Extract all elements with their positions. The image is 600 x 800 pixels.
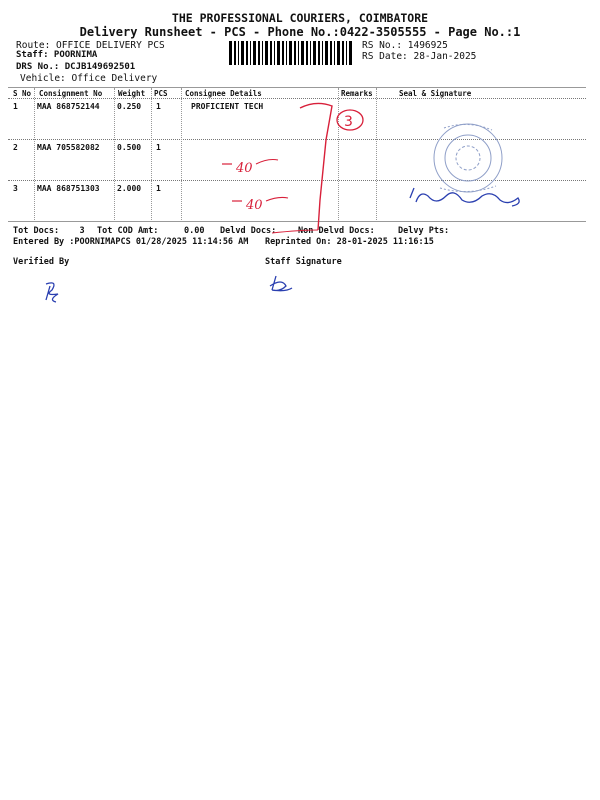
reprinted-on: Reprinted On: 28-01-2025 11:16:15 <box>265 237 434 247</box>
col-header-seal: Seal & Signature <box>399 89 472 98</box>
staff-signature-label: Staff Signature <box>265 257 342 267</box>
col-header-remarks: Remarks <box>341 89 373 98</box>
row-sno: 3 <box>13 184 18 193</box>
row-consignment: MAA 868752144 <box>37 102 100 111</box>
delivered-docs: Delvd Docs: <box>220 226 277 236</box>
col-divider <box>34 88 35 222</box>
row-pcs: 1 <box>156 143 161 152</box>
entered-by: Entered By :POORNIMAPCS 01/28/2025 11:14:56 AM <box>13 237 249 247</box>
col-divider <box>181 88 182 222</box>
col-divider <box>376 88 377 222</box>
table-top-rule <box>8 87 586 88</box>
header-rule <box>8 98 586 99</box>
total-docs: Tot Docs: 3 <box>13 226 85 236</box>
col-header-pcs: PCS <box>154 89 168 98</box>
amount-row-2: 40 <box>236 161 253 176</box>
row-rule-1 <box>8 139 586 140</box>
row-weight: 0.250 <box>117 102 142 111</box>
vehicle-label: Vehicle: Office Delivery <box>20 73 158 84</box>
verified-by-label: Verified By <box>13 257 70 267</box>
total-cod-amount: Tot COD Amt: 0.00 <box>97 226 205 236</box>
col-header-consignee: Consignee Details <box>185 89 262 98</box>
row-consignment: MAA 868751303 <box>37 184 100 193</box>
col-divider <box>114 88 115 222</box>
col-divider <box>151 88 152 222</box>
drs-number: DRS No.: DCJB149692501 <box>16 62 136 72</box>
amount-row-3: 40 <box>246 198 263 213</box>
col-header-sno: S No <box>13 89 32 98</box>
row-pcs: 1 <box>156 184 161 193</box>
rs-date: RS Date: 28-Jan-2025 <box>362 51 477 62</box>
row-weight: 0.500 <box>117 143 142 152</box>
staff-label: Staff: POORNIMA <box>16 50 98 60</box>
row-sno: 1 <box>13 102 18 111</box>
row-pcs: 1 <box>156 102 161 111</box>
row-rule-2 <box>8 180 586 181</box>
row-sno: 2 <box>13 143 18 152</box>
table-bottom-rule <box>8 221 586 222</box>
route-label: Route: OFFICE DELIVERY PCS <box>16 40 165 51</box>
circled-number-mark <box>337 110 363 130</box>
barcode-graphic <box>229 41 355 65</box>
non-delivered-docs: Non Delvd Docs: <box>298 226 375 236</box>
col-header-consignment: Consignment No <box>39 89 103 98</box>
delivery-points: Delvy Pts: <box>398 226 450 236</box>
seal-stamp <box>434 124 502 192</box>
row-consignee: PROFICIENT TECH <box>191 102 264 111</box>
company-title: THE PROFESSIONAL COURIERS, COIMBATORE <box>171 11 429 25</box>
row-consignment: MAA 705582082 <box>37 143 100 152</box>
runsheet-subtitle: Delivery Runsheet - PCS - Phone No.:0422-3505555 - Page No.:1 <box>79 25 521 39</box>
circled-number: 3 <box>344 114 353 130</box>
col-header-weight: Weight <box>118 89 146 98</box>
row-weight: 2.000 <box>117 184 142 193</box>
col-divider <box>338 88 339 222</box>
rs-number: RS No.: 1496925 <box>362 40 448 51</box>
